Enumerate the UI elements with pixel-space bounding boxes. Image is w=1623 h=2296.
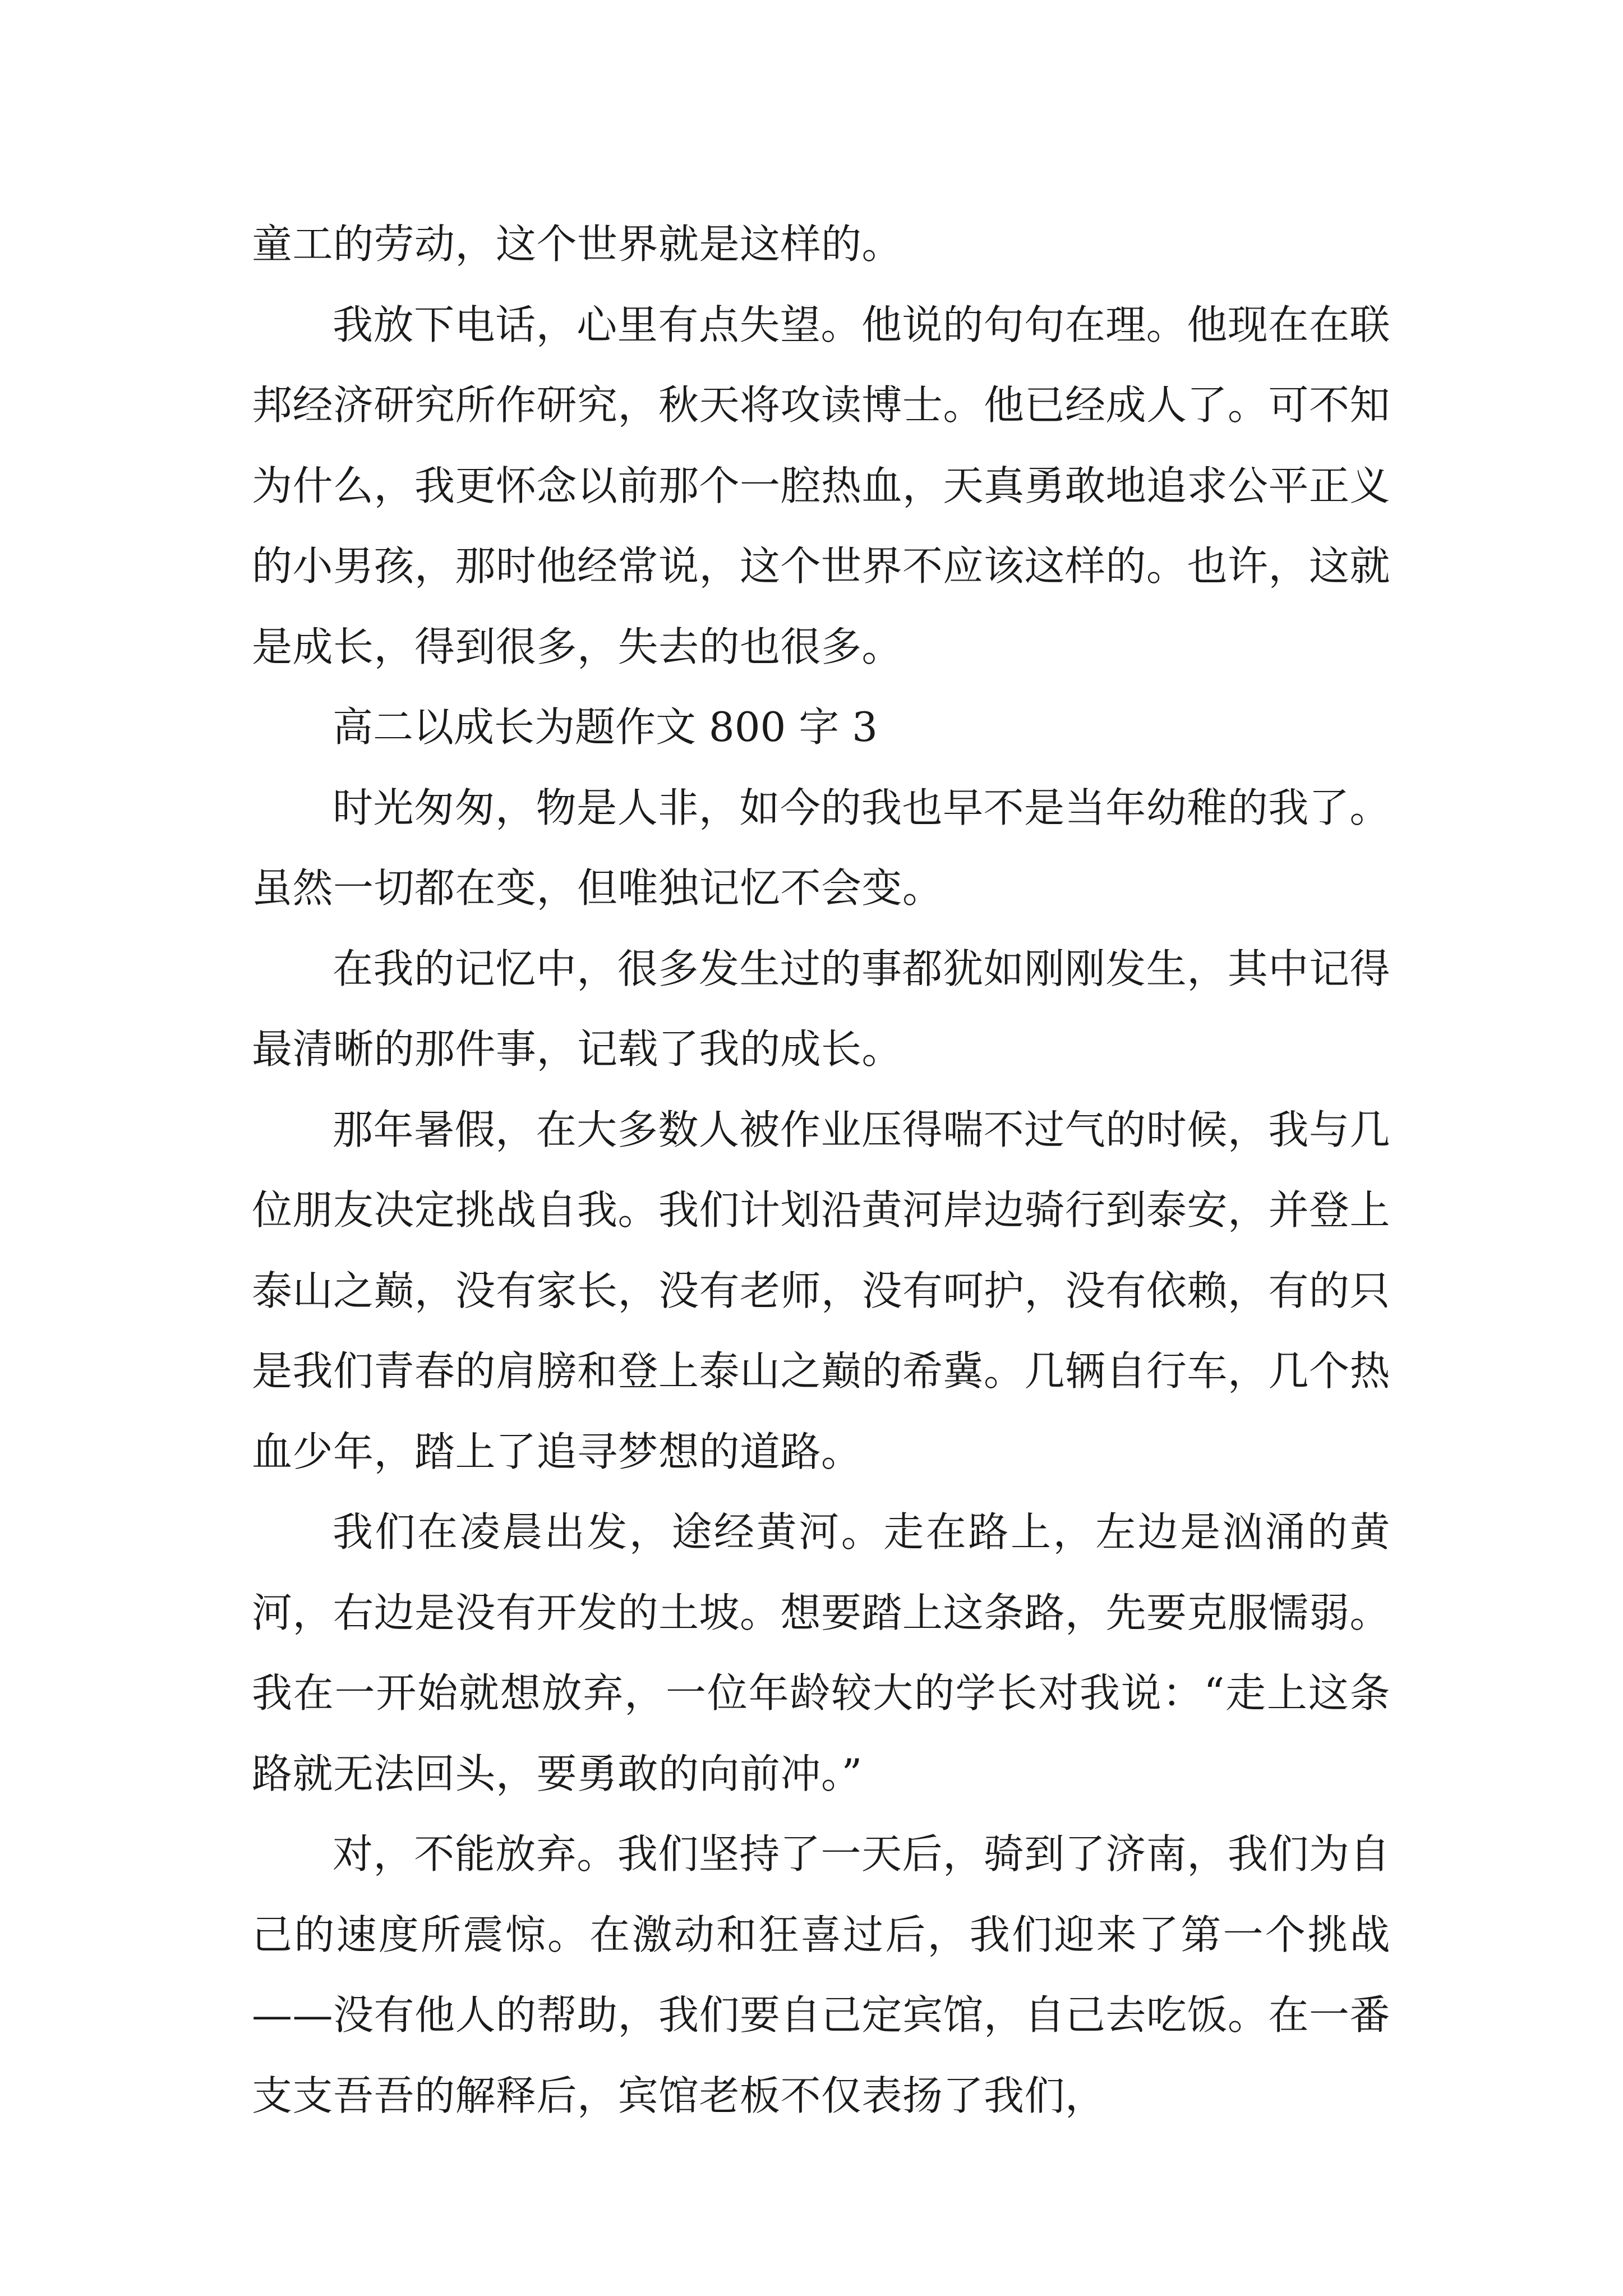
paragraph-summer-plan: 那年暑假，在大多数人被作业压得喘不过气的时候，我与几位朋友决定挑战自我。我们计划沿黄河岸边骑行到泰安，并登上泰山之巅，没有家长，没有老师，没有呵护，没有依赖，有的只是我们青春的肩膀和登上泰山之巅的希冀。几辆自行车，几个热血少年，踏上了追寻梦想的道路。 bbox=[252, 1106, 1391, 1475]
paragraph-continuation: 童工的劳动，这个世界就是这样的。 bbox=[252, 220, 903, 268]
paragraph-memory: 在我的记忆中，很多发生过的事都犹如刚刚发生，其中记得最清晰的那件事，记载了我的成长。 bbox=[252, 945, 1390, 1073]
paragraph-phone-call: 我放下电话，心里有点失望。他说的句句在理。他现在在联邦经济研究所作研究，秋天将攻读博士。他已经成人了。可不知为什么，我更怀念以前那个一腔热血，天真勇敢地追求公平正义的小男孩，那时他经常说，这个世界不应该这样的。也许，这就是成长，得到很多，失去的也很多。 bbox=[252, 301, 1391, 670]
paragraph-time-passes: 时光匆匆，物是人非，如今的我也早不是当年幼稚的我了。虽然一切都在变，但唯独记忆不会变。 bbox=[252, 784, 1390, 912]
paragraph-departure: 我们在凌晨出发，途经黄河。走在路上，左边是汹涌的黄河，右边是没有开发的土坡。想要踏上这条路，先要克服懦弱。我在一开始就想放弃，一位年龄较大的学长对我说：“走上这条路就无法回头，要勇敢的向前冲。” bbox=[252, 1508, 1391, 1797]
body-text bbox=[252, 204, 1390, 2136]
section-title: 高二以成长为题作文 800 字 3 bbox=[333, 703, 878, 751]
paragraph-jinan: 对，不能放弃。我们坚持了一天后，骑到了济南，我们为自己的速度所震惊。在激动和狂喜过后，我们迎来了第一个挑战——没有他人的帮助，我们要自己定宾馆，自己去吃饭。在一番支支吾吾的解释后，宾馆老板不仅表扬了我们， bbox=[252, 1830, 1391, 2119]
